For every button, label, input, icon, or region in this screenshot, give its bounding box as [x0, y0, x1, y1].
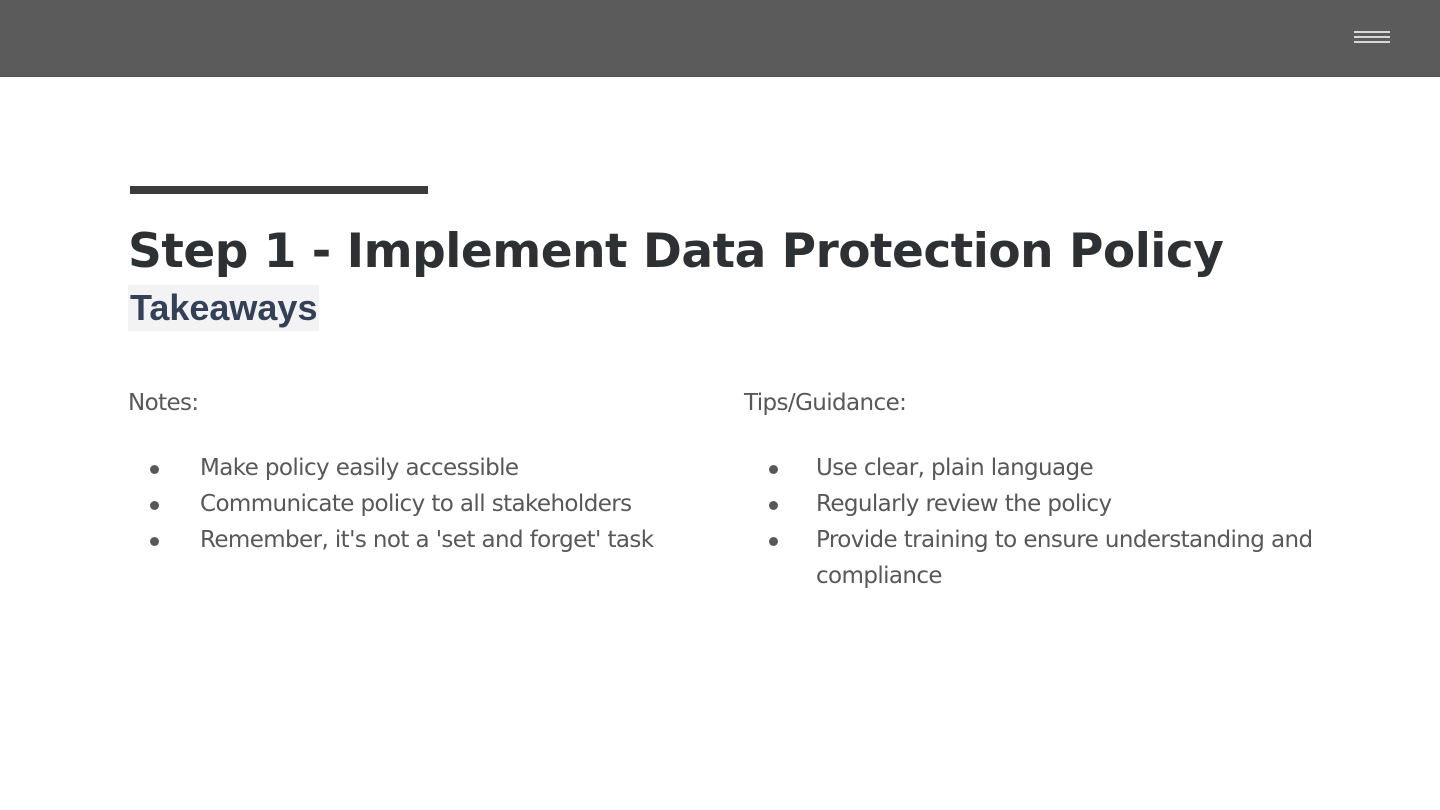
notes-list	[128, 450, 688, 558]
bullet-icon	[769, 537, 778, 546]
tips-column	[744, 386, 1324, 594]
list-item-text: Communicate policy to all stakeholders	[200, 491, 632, 517]
bullet-icon	[150, 537, 159, 546]
list-item	[744, 486, 1324, 522]
title-accent-rule	[130, 186, 428, 194]
list-item-text: Make policy easily accessible	[200, 455, 519, 481]
notes-heading: Notes:	[128, 390, 199, 416]
list-item-text: Use clear, plain language	[816, 455, 1094, 481]
slide-subtitle: Takeaways	[128, 285, 319, 331]
bullet-icon	[150, 465, 159, 474]
hamburger-menu-icon[interactable]	[1354, 31, 1390, 47]
top-bar	[0, 0, 1440, 77]
tips-list	[744, 450, 1324, 594]
tips-heading: Tips/Guidance:	[744, 390, 907, 416]
bullet-icon	[769, 465, 778, 474]
bullet-icon	[150, 501, 159, 510]
list-item-text: Provide training to ensure understanding and compliance	[816, 527, 1313, 589]
bullet-icon	[769, 501, 778, 510]
notes-column	[128, 386, 688, 558]
list-item	[128, 486, 688, 522]
list-item	[128, 450, 688, 486]
slide-title: Step 1 - Implement Data Protection Policy	[128, 224, 1224, 279]
list-item	[128, 522, 688, 558]
list-item-text: Regularly review the policy	[816, 491, 1112, 517]
list-item	[744, 522, 1324, 594]
list-item	[744, 450, 1324, 486]
list-item-text: Remember, it's not a 'set and forget' task	[200, 527, 654, 553]
